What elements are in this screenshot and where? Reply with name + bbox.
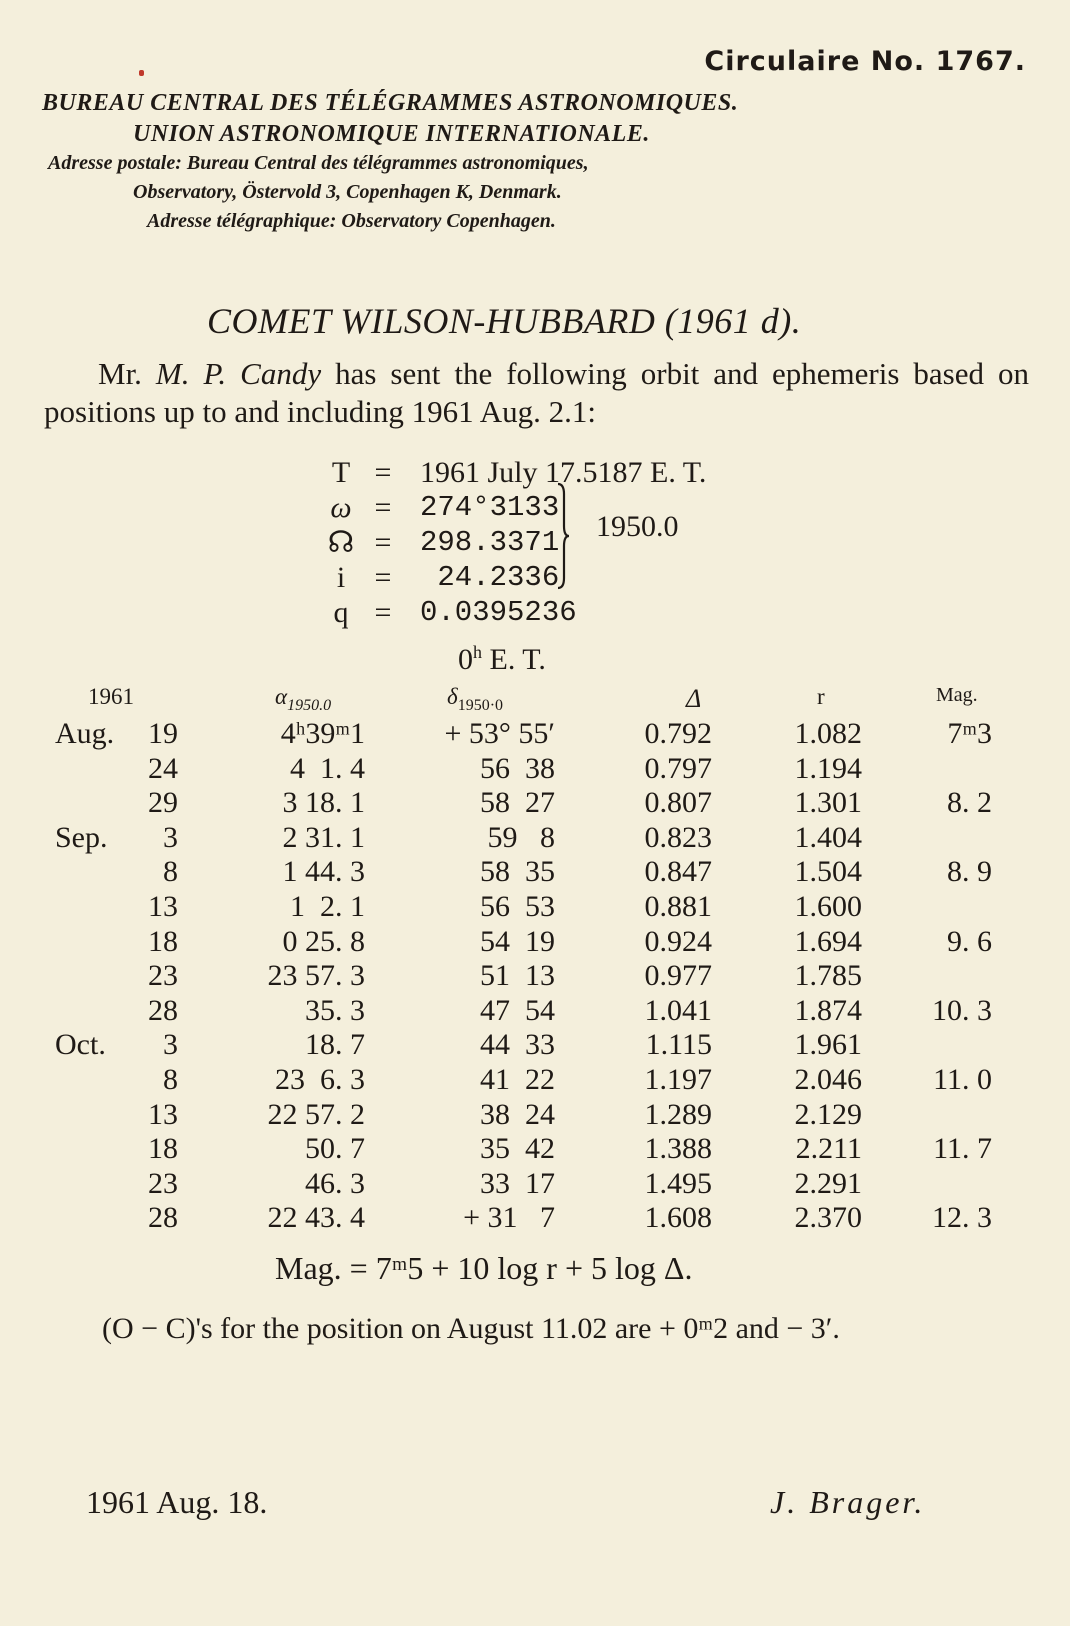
ephemeris-cell-delta: 1.197 bbox=[644, 1063, 712, 1096]
ephemeris-cell-r: 1.194 bbox=[794, 751, 862, 785]
ephemeris-cell-day: 24 bbox=[148, 751, 178, 785]
element-value: 24.2336 bbox=[420, 561, 560, 594]
ephemeris-cell-month bbox=[55, 786, 125, 820]
ephemeris-cell-dec: 58 35 bbox=[480, 855, 555, 889]
magnitude-formula: Mag. = 7ᵐ5 + 10 log r + 5 log Δ. bbox=[275, 1250, 693, 1286]
year-header: 1961 bbox=[88, 684, 134, 709]
ephemeris-cell-delta: 0.792 bbox=[644, 717, 712, 750]
ephemeris-cell-delta: 0.881 bbox=[644, 890, 712, 923]
ephemeris-cell-r: 1.404 bbox=[794, 820, 862, 854]
ephemeris-cell-day: 28 bbox=[148, 993, 178, 1027]
ephemeris-cell-day: 23 bbox=[148, 1166, 178, 1200]
ephemeris-cell-dec: 56 38 bbox=[480, 751, 555, 785]
ephemeris-cell-dec: 56 53 bbox=[480, 890, 555, 923]
element-symbol: i bbox=[336, 561, 346, 594]
ephemeris-cell-ra: 35. 3 bbox=[305, 993, 365, 1027]
ephemeris-cell-r: 2.046 bbox=[794, 1063, 862, 1096]
union-name: UNION ASTRONOMIQUE INTERNATIONALE. bbox=[133, 121, 650, 147]
postal-address-line: Adresse postale: Bureau Central des télégrammes astronomiques, bbox=[48, 152, 589, 174]
ephemeris-cell-month bbox=[55, 1098, 125, 1132]
ephemeris-cell-month: Aug. bbox=[55, 717, 115, 750]
ephemeris-cell-r: 1.785 bbox=[794, 959, 862, 993]
ra-epoch: 1950.0 bbox=[287, 697, 332, 714]
element-symbol: ω bbox=[330, 491, 352, 524]
ephemeris-cell-delta: 1.608 bbox=[644, 1201, 712, 1235]
time-base-label: E. T. bbox=[482, 643, 546, 676]
ephemeris-cell-dec: + 31 7 bbox=[463, 1201, 555, 1235]
ephemeris-cell-r: 2.370 bbox=[794, 1201, 862, 1235]
ephemeris-cell-delta: 1.495 bbox=[644, 1166, 712, 1200]
ephemeris-cell-mag: 8. 9 bbox=[947, 855, 992, 889]
ephemeris-cell-r: 2.291 bbox=[794, 1166, 862, 1200]
ephemeris-cell-day: 3 bbox=[163, 820, 178, 854]
ephemeris-cell-month bbox=[55, 1132, 125, 1166]
issue-date: 1961 Aug. 18. bbox=[86, 1484, 268, 1520]
ephemeris-cell-ra: 46. 3 bbox=[305, 1166, 365, 1200]
postal-address-city: Observatory, Östervold 3, Copenhagen K, Denmark. bbox=[133, 181, 562, 203]
ephemeris-cell-ra: 0 25. 8 bbox=[282, 924, 365, 958]
red-ink-mark bbox=[139, 70, 144, 76]
ephemeris-cell-dec: 54 19 bbox=[480, 924, 555, 958]
ephemeris-cell-r: 1.600 bbox=[794, 890, 862, 923]
ephemeris-cell-ra: 2 31. 1 bbox=[282, 820, 365, 854]
ephemeris-cell-mag: 9. 6 bbox=[947, 924, 992, 958]
ephemeris-cell-ra: 4ʰ39ᵐ1 bbox=[280, 717, 365, 750]
ephemeris-cell-r: 2.211 bbox=[795, 1132, 862, 1166]
ephemeris-cell-month bbox=[55, 959, 125, 993]
ephemeris-cell-month bbox=[55, 855, 125, 889]
ephemeris-cell-ra: 50. 7 bbox=[305, 1132, 365, 1166]
ephemeris-cell-delta: 0.823 bbox=[644, 820, 712, 854]
ephemeris-cell-delta: 0.797 bbox=[644, 751, 712, 785]
ephemeris-cell-delta: 1.289 bbox=[644, 1097, 712, 1131]
ephemeris-cell-ra: 3 18. 1 bbox=[282, 786, 365, 820]
ephemeris-cell-dec: + 53° 55′ bbox=[444, 717, 555, 750]
equals-sign: = bbox=[374, 491, 392, 524]
ephemeris-cell-r: 1.301 bbox=[794, 786, 862, 820]
telegraphic-address: Adresse télégraphique: Observatory Copenhagen. bbox=[147, 210, 556, 232]
intro-post: has sent the following orbit and ephemeris based on positions up to and including 1961 Aug. 2.1: bbox=[44, 356, 1029, 429]
ephemeris-time-base bbox=[458, 642, 546, 677]
ephemeris-cell-day: 8 bbox=[163, 1063, 178, 1096]
ephemeris-cell-dec: 41 22 bbox=[480, 1063, 555, 1096]
author-name: M. P. Candy bbox=[155, 356, 322, 391]
ephemeris-cell-mag bbox=[900, 890, 992, 924]
dec-header bbox=[447, 684, 504, 714]
ephemeris-cell-day: 19 bbox=[148, 717, 178, 750]
ephemeris-cell-month: Oct. bbox=[55, 1028, 106, 1062]
ephemeris-cell-r: 2.129 bbox=[794, 1097, 862, 1131]
circular-number: Circulaire No. 1767. bbox=[704, 46, 1026, 77]
ephemeris-cell-day: 18 bbox=[148, 924, 178, 958]
ephemeris-cell-r: 1.961 bbox=[794, 1028, 862, 1062]
ephemeris-cell-ra: 23 57. 3 bbox=[267, 959, 365, 993]
ephemeris-cell-month bbox=[55, 1167, 125, 1201]
ephemeris-cell-month: Sep. bbox=[55, 820, 108, 854]
ephemeris-cell-mag: 8. 2 bbox=[947, 786, 992, 820]
ephemeris-cell-day: 13 bbox=[148, 1097, 178, 1131]
intro-pre: Mr. bbox=[98, 356, 156, 391]
intro-paragraph bbox=[44, 355, 1029, 431]
ephemeris-cell-delta: 1.041 bbox=[644, 993, 712, 1027]
ephemeris-cell-dec: 35 42 bbox=[480, 1132, 555, 1166]
ephemeris-cell-dec: 44 33 bbox=[480, 1028, 555, 1062]
element-value: 274°3133 bbox=[420, 491, 560, 524]
ephemeris-cell-day: 23 bbox=[148, 959, 178, 993]
ephemeris-cell-dec: 38 24 bbox=[480, 1097, 555, 1131]
element-value: 298.3371 bbox=[420, 526, 560, 559]
mag-header: Mag. bbox=[936, 684, 978, 706]
ephemeris-cell-dec: 51 13 bbox=[480, 959, 555, 993]
delta-header: Δ bbox=[686, 684, 702, 713]
dec-symbol: δ bbox=[447, 684, 458, 709]
ephemeris-cell-delta: 0.924 bbox=[644, 924, 712, 958]
equals-sign: = bbox=[374, 526, 392, 559]
ephemeris-cell-mag bbox=[900, 1098, 992, 1132]
ephemeris-cell-ra: 1 44. 3 bbox=[282, 855, 365, 889]
time-base-value: 0 bbox=[458, 643, 473, 676]
ephemeris-cell-r: 1.874 bbox=[794, 993, 862, 1027]
ephemeris-cell-month bbox=[55, 994, 125, 1028]
equals-sign: = bbox=[374, 456, 392, 489]
element-value: 1961 July 17.5187 E. T. bbox=[420, 456, 707, 489]
residuals-note: (O − C)'s for the position on August 11.02 are + 0ᵐ2 and − 3′. bbox=[102, 1312, 840, 1345]
ephemeris-cell-delta: 1.388 bbox=[644, 1132, 712, 1166]
ra-symbol: α bbox=[275, 684, 288, 709]
ephemeris-cell-ra: 18. 7 bbox=[305, 1028, 365, 1062]
ephemeris-cell-dec: 33 17 bbox=[480, 1166, 555, 1200]
ephemeris-cell-mag: 11. 0 bbox=[933, 1063, 992, 1096]
r-header: r bbox=[817, 684, 825, 709]
ephemeris-cell-r: 1.694 bbox=[794, 924, 862, 958]
ephemeris-cell-ra: 22 43. 4 bbox=[267, 1201, 365, 1235]
ephemeris-cell-day: 28 bbox=[148, 1201, 178, 1235]
bureau-name: BUREAU CENTRAL DES TÉLÉGRAMMES ASTRONOMIQUES. bbox=[42, 90, 739, 116]
brace-icon bbox=[556, 482, 570, 590]
ephemeris-cell-mag bbox=[900, 1028, 992, 1062]
ephemeris-cell-mag bbox=[900, 959, 992, 993]
element-symbol: q bbox=[333, 596, 349, 629]
ra-header bbox=[275, 684, 332, 714]
ephemeris-cell-month bbox=[55, 752, 125, 786]
ephemeris-cell-month bbox=[55, 890, 125, 924]
ephemeris-cell-ra: 4 1. 4 bbox=[290, 751, 365, 785]
ephemeris-cell-mag: 7ᵐ3 bbox=[947, 717, 992, 750]
ephemeris-cell-dec: 47 54 bbox=[480, 993, 555, 1027]
ephemeris-cell-mag bbox=[900, 821, 992, 855]
equinox: 1950.0 bbox=[596, 510, 679, 543]
ephemeris-cell-month bbox=[55, 1063, 125, 1097]
ephemeris-cell-mag: 11. 7 bbox=[933, 1132, 992, 1166]
ephemeris-cell-day: 13 bbox=[148, 890, 178, 923]
ephemeris-cell-mag bbox=[900, 752, 992, 786]
comet-title: COMET WILSON-HUBBARD (1961 d). bbox=[207, 301, 802, 341]
ephemeris-cell-delta: 1.115 bbox=[645, 1028, 712, 1062]
node-symbol-icon: ☊ bbox=[327, 526, 355, 559]
equals-sign: = bbox=[374, 561, 392, 594]
ephemeris-cell-delta: 0.847 bbox=[644, 855, 712, 889]
equals-sign: = bbox=[374, 596, 392, 629]
ephemeris-cell-r: 1.504 bbox=[794, 855, 862, 889]
ephemeris-cell-month bbox=[55, 925, 125, 959]
dec-epoch: 1950·0 bbox=[457, 697, 504, 714]
ephemeris-cell-delta: 0.977 bbox=[644, 959, 712, 993]
signature: J. Brager. bbox=[770, 1484, 926, 1520]
ephemeris-cell-r: 1.082 bbox=[794, 717, 862, 750]
ephemeris-cell-mag: 12. 3 bbox=[932, 1201, 992, 1235]
ephemeris-cell-dec: 59 8 bbox=[487, 820, 555, 854]
ephemeris-cell-dec: 58 27 bbox=[480, 786, 555, 820]
ephemeris-cell-day: 8 bbox=[163, 855, 178, 889]
time-base-unit: h bbox=[473, 642, 482, 662]
ephemeris-cell-mag bbox=[900, 1167, 992, 1201]
ephemeris-cell-ra: 23 6. 3 bbox=[275, 1063, 365, 1096]
ephemeris-cell-mag: 10. 3 bbox=[932, 993, 992, 1027]
ephemeris-cell-ra: 22 57. 2 bbox=[267, 1097, 365, 1131]
ephemeris-cell-month bbox=[55, 1201, 125, 1235]
element-value: 0.0395236 bbox=[420, 596, 577, 629]
ephemeris-cell-day: 29 bbox=[148, 786, 178, 820]
ephemeris-cell-ra: 1 2. 1 bbox=[290, 890, 365, 923]
ephemeris-cell-delta: 0.807 bbox=[644, 786, 712, 820]
ephemeris-cell-day: 3 bbox=[163, 1028, 178, 1062]
element-symbol: T bbox=[331, 456, 351, 489]
ephemeris-cell-day: 18 bbox=[148, 1132, 178, 1166]
